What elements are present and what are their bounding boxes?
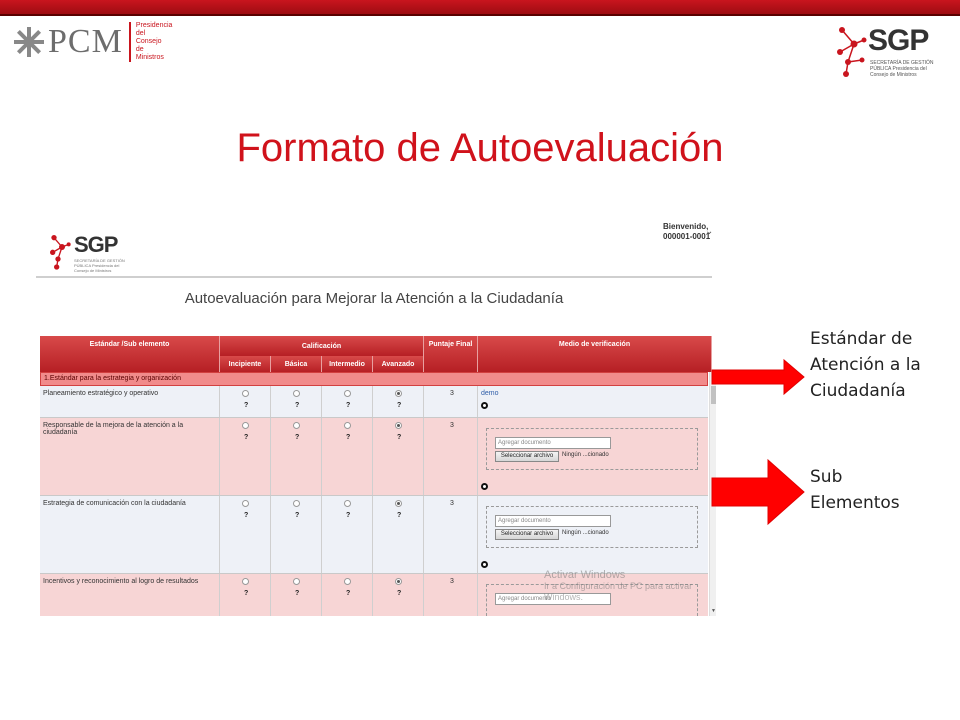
help-marker[interactable]: ? [295, 590, 300, 597]
table-row [40, 496, 708, 574]
help-marker[interactable]: ? [244, 402, 249, 409]
radio-basica[interactable] [293, 422, 300, 429]
help-marker[interactable]: ? [346, 590, 351, 597]
header-level: Básica [271, 356, 322, 372]
no-file-label: Ningún ...cionado [562, 530, 609, 536]
help-marker[interactable]: ? [397, 402, 402, 409]
radio-avanzado[interactable] [395, 422, 402, 429]
table-row [40, 386, 708, 418]
help-marker[interactable]: ? [244, 590, 249, 597]
pcm-logo-subtext: Presidencia del Consejo de Ministros [129, 22, 169, 62]
header-level: Avanzado [373, 356, 424, 372]
pcm-star-icon [14, 27, 44, 57]
radio-incipiente[interactable] [242, 578, 249, 585]
header-score: Puntaje Final [424, 336, 478, 372]
app-header [36, 214, 712, 278]
chevron-down-icon[interactable]: ⌄ [705, 226, 714, 237]
pcm-logo-text: PCM [48, 23, 123, 60]
section-row: 1.Estándar para la estrategia y organización [40, 372, 708, 386]
radio-avanzado[interactable] [395, 578, 402, 585]
row-name: Incentivos y reconocimiento al logro de resultados [40, 574, 220, 616]
scroll-down-icon[interactable]: ▼ [711, 608, 716, 614]
help-marker[interactable]: ? [295, 402, 300, 409]
help-marker[interactable]: ? [295, 512, 300, 519]
sub-elements-annotation: Sub Elementos [810, 467, 900, 513]
watermark-title: Activar Windows [544, 569, 626, 581]
table-row [40, 418, 708, 496]
arrow-right-icon [712, 360, 804, 394]
help-marker[interactable]: ? [346, 512, 351, 519]
user-menu[interactable] [663, 222, 710, 242]
standard-annotation: Estándar de Atención a la Ciudadanía [810, 329, 921, 401]
header-level: Intermedio [322, 356, 373, 372]
header-standard: Estándar /Sub elemento [40, 336, 220, 372]
upload-dropzone[interactable] [486, 506, 698, 548]
radio-intermedio[interactable] [344, 500, 351, 507]
app-sgp-network-icon [50, 232, 74, 270]
radio-incipiente[interactable] [242, 390, 249, 397]
app-sgp-logo [50, 232, 136, 272]
add-document-input[interactable]: Agregar documento [495, 515, 611, 527]
header-level: Incipiente [220, 356, 271, 372]
row-score: 3 [450, 390, 454, 397]
radio-basica[interactable] [293, 390, 300, 397]
table-subheader-row [40, 356, 712, 372]
add-circle-icon[interactable] [481, 402, 488, 409]
row-score: 3 [450, 578, 454, 585]
windows-activation-watermark [544, 570, 714, 603]
document-link[interactable]: demo [481, 390, 499, 397]
help-marker[interactable]: ? [295, 434, 300, 441]
pcm-logo [14, 22, 173, 61]
sgp-logo-tagline: SECRETARÍA DE GESTIÓN PÚBLICA Presidencia del Consejo de Ministros [870, 60, 934, 78]
add-document-input[interactable]: Agregar documento [495, 437, 611, 449]
slide-title: Formato de Autoevaluación [236, 126, 724, 170]
select-file-button[interactable]: Seleccionar archivo [495, 529, 559, 540]
header-verification: Medio de verificación [478, 336, 712, 372]
help-marker[interactable]: ? [346, 434, 351, 441]
sgp-logo [836, 22, 946, 78]
radio-incipiente[interactable] [242, 500, 249, 507]
table-header-row [40, 336, 712, 356]
user-id: 000001-0001 [663, 232, 711, 241]
top-bar [0, 0, 960, 16]
add-document-input[interactable]: Agregar documento [495, 593, 611, 605]
help-marker[interactable]: ? [397, 512, 402, 519]
welcome-label: Bienvenido, [663, 222, 709, 231]
add-circle-icon[interactable] [481, 561, 488, 568]
page-title: Autoevaluación para Mejorar la Atención a la Ciudadanía [184, 290, 564, 307]
help-marker[interactable]: ? [397, 590, 402, 597]
help-marker[interactable]: ? [346, 402, 351, 409]
radio-intermedio[interactable] [344, 578, 351, 585]
add-circle-icon[interactable] [481, 483, 488, 490]
sgp-network-icon [836, 22, 872, 78]
radio-incipiente[interactable] [242, 422, 249, 429]
radio-avanzado[interactable] [395, 390, 402, 397]
help-marker[interactable]: ? [244, 434, 249, 441]
radio-basica[interactable] [293, 500, 300, 507]
row-name: Responsable de la mejora de la atención a la ciudadanía [40, 418, 220, 495]
row-score: 3 [450, 422, 454, 429]
upload-dropzone[interactable] [486, 428, 698, 470]
row-name: Estrategia de comunicación con la ciudadanía [40, 496, 220, 573]
row-score: 3 [450, 500, 454, 507]
app-sgp-logo-text: SGP [74, 232, 118, 257]
radio-basica[interactable] [293, 578, 300, 585]
watermark-subtitle: Ir a Configuración de PC para activar Windows. [544, 581, 693, 602]
help-marker[interactable]: ? [244, 512, 249, 519]
no-file-label: Ningún ...cionado [562, 452, 609, 458]
sgp-logo-text: SGP [868, 24, 929, 57]
radio-avanzado[interactable] [395, 500, 402, 507]
arrow-right-icon [712, 460, 804, 524]
select-file-button[interactable]: Seleccionar archivo [495, 451, 559, 462]
radio-intermedio[interactable] [344, 422, 351, 429]
help-marker[interactable]: ? [397, 434, 402, 441]
radio-intermedio[interactable] [344, 390, 351, 397]
app-screenshot [36, 214, 714, 616]
header-rating: Calificación [220, 336, 424, 356]
row-name: Planeamiento estratégico y operativo [40, 386, 220, 417]
app-sgp-logo-tagline: SECRETARÍA DE GESTIÓN PÚBLICA Presidencia del Consejo de Ministros [74, 258, 125, 273]
